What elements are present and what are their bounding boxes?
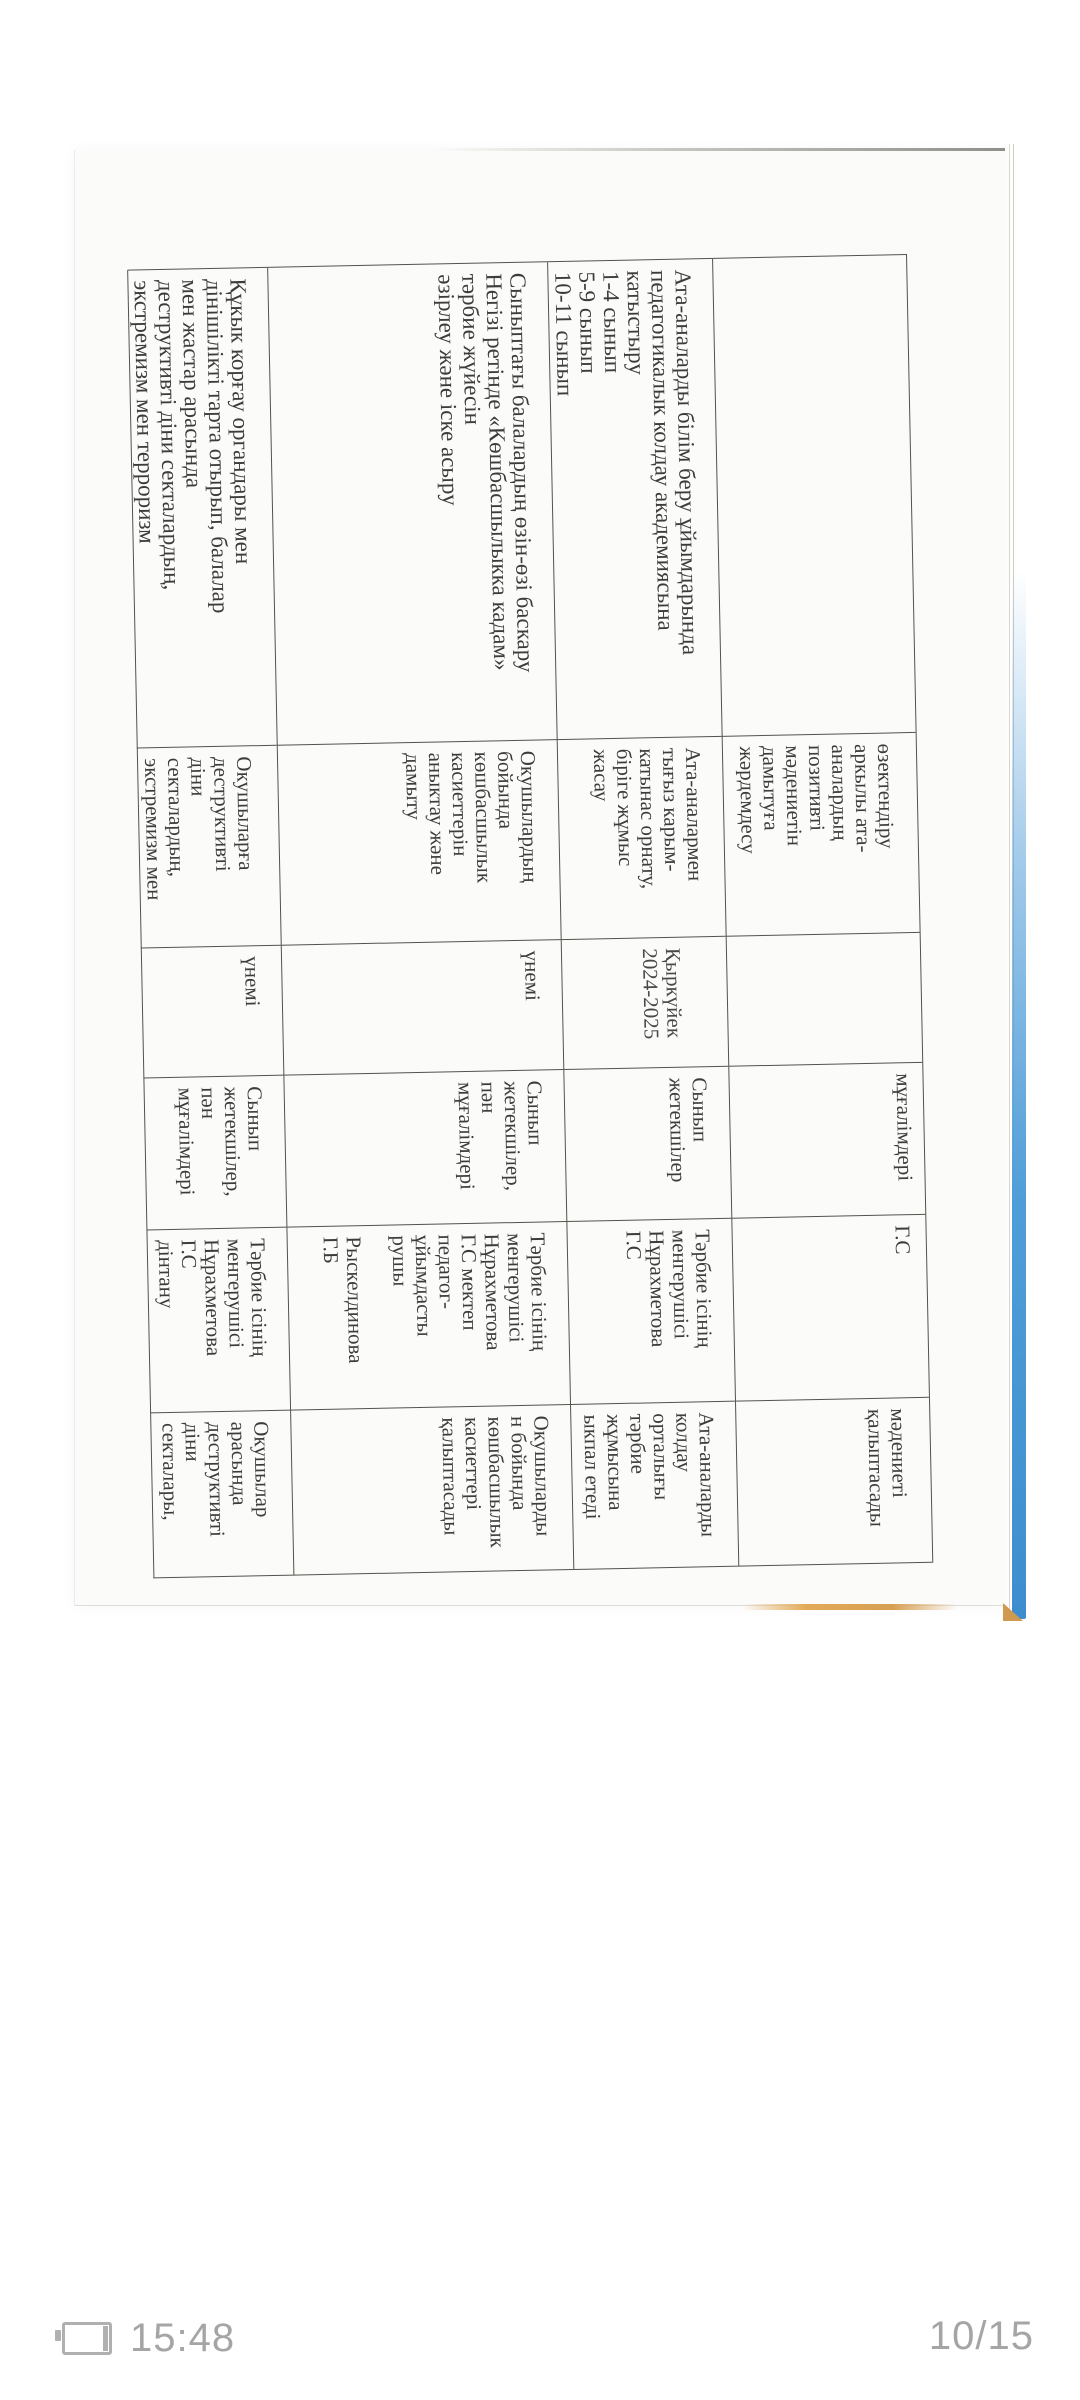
- table-cell-r1c1: Ата-аналармен тығыз карым- катынас орнату, біріге жұмыс жасау: [557, 737, 726, 940]
- table-cell-r2c1: Окушылардың бойында көшбасшылык касиеттерін аныктау және дамыту: [277, 740, 561, 946]
- table-cell-r0c0: [712, 255, 916, 737]
- paper-bottom-edge: [742, 1604, 957, 1610]
- plan-table: [127, 254, 933, 1578]
- table-cell-r0c4: Г.С: [731, 1215, 929, 1402]
- table-cell-r3c4: Тәрбие ісінің менгерушісі Нұрахметова Г.С дінтану: [146, 1228, 290, 1414]
- battery-icon: [62, 2322, 112, 2355]
- blue-book-cover-edge: [1012, 570, 1026, 1619]
- table-cell-r2c0: Сыныптағы балалардың өзін-өзі баскару Негізі ретінде «Көшбасшылыкка кадам» тәрбие жүйесін әзірлеу және іске асыру: [267, 262, 557, 746]
- table-cell-r3c1: Окушыларға деструктивті діни секталардың, экстремизм мен: [137, 746, 281, 949]
- page-indicator: 10/15: [928, 2314, 1034, 2358]
- table-cell-r0c5: мәдениеті қалыптасады: [735, 1398, 932, 1567]
- table-cell-r1c2: Қыркүйек 2024-2025: [561, 937, 729, 1070]
- table-cell-r3c0: Құкык корғау органдары мен дінішілікті тарта отырып, балалар мен жастар арасында деструктивті діни секталардың, экстремизм мен терроризм: [127, 268, 277, 749]
- table-cell-r1c3: Сынып жетекшілер: [563, 1067, 731, 1222]
- table-cell-r3c3: Сынып жетекшілер, пән мұғалімдері: [143, 1076, 286, 1231]
- table-cell-r2c5: Окушыларды н бойында көшбасшылык касиеттері қалыптасады: [290, 1405, 573, 1576]
- table-cell-r1c4: Тәрбие ісінің менгерушісі Нұрахметова Г.С: [566, 1219, 735, 1405]
- table-cell-r2c2: үнемі: [281, 940, 564, 1076]
- table-cell-r1c0: Ата-аналарды білім беру ұйымдарында педагогикалык колдау академиясына катыстыру 1-4 сынып 5-9 сынып 10-11 сынып: [547, 259, 722, 740]
- table-cell-r0c3: мұғалімдері: [728, 1063, 925, 1219]
- paper-corner: [1003, 1603, 1023, 1621]
- plan-table-grid: [127, 254, 933, 1578]
- footer-bar: [0, 2308, 1080, 2378]
- table-cell-r3c2: үнемі: [141, 946, 284, 1079]
- table-cell-r3c5: Окушылар арасында деструктивті діни секталары,: [150, 1411, 293, 1579]
- table-cell-r0c2: [726, 933, 923, 1067]
- document-photo[interactable]: [74, 150, 1005, 1606]
- clock-label: 15:48: [130, 2316, 236, 2360]
- table-cell-r0c1: өзектендіру аркылы ата- аналардың позитивті мәдениетін дамытуға жәрдемдесу: [722, 733, 920, 937]
- table-cell-r2c3: Сынып жетекшілер, пән мұғалімдері: [283, 1070, 566, 1228]
- table-cell-r1c5: Ата-аналарды колдау орталығы тәрбие жұмысына ыкпал етеді: [570, 1402, 738, 1570]
- table-cell-r2c4: Тәрбие ісінің менгерушісі Нұрахметова Г.С мектеп педагог- ұйымдасты рушы Рыскелдинова Г.Б: [286, 1222, 570, 1411]
